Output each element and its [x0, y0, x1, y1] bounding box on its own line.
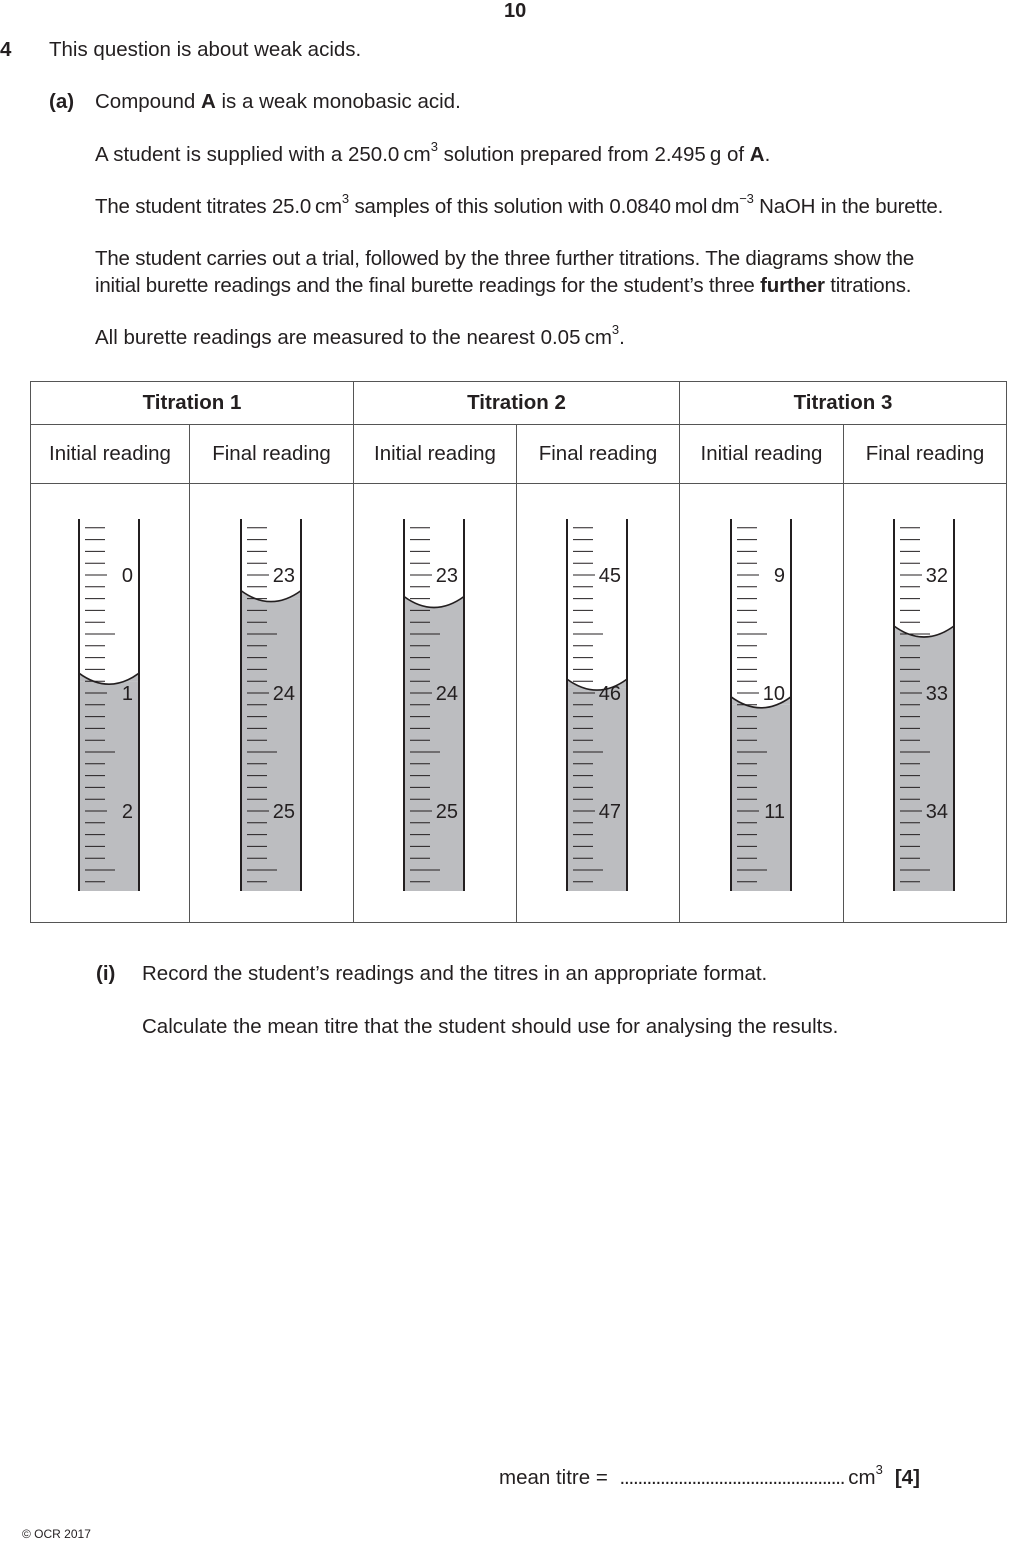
part-i-line-1: Record the student’s readings and the titres in an appropriate format.	[142, 962, 768, 985]
reading-header-row	[31, 425, 1007, 484]
copyright-footer: © OCR 2017	[22, 1527, 91, 1541]
liquid-fill	[731, 705, 791, 891]
graduation-label: 1	[121, 683, 133, 705]
burette-titration-3-initial	[680, 484, 843, 922]
burette-readings-table	[30, 381, 1007, 923]
graduation-label: 25	[272, 801, 295, 823]
burette-titration-3-final	[844, 484, 1006, 922]
graduation-label: 47	[598, 801, 621, 823]
liquid-fill	[241, 599, 301, 891]
titration-1-header: Titration 1	[31, 382, 354, 425]
burette-cell-1	[31, 484, 190, 923]
graduation-label: 0	[121, 565, 133, 587]
marks: [4]	[894, 1466, 920, 1489]
part-i-label: (i)	[96, 962, 116, 985]
part-a-line-2: A student is supplied with a 250.0 $cm^3$ solution prepared from 2.495 g of A.	[95, 139, 771, 166]
col-final-reading-2: Final reading	[517, 425, 680, 484]
graduation-label: 45	[598, 565, 621, 587]
burette-cell-5	[680, 484, 844, 923]
titration-2-header: Titration 2	[354, 382, 680, 425]
mean-titre-label: mean titre =	[499, 1466, 614, 1489]
burette-cell-2	[190, 484, 354, 923]
graduation-label: 23	[435, 565, 458, 587]
col-final-reading-3: Final reading	[844, 425, 1007, 484]
col-initial-reading-2: Initial reading	[354, 425, 517, 484]
burette-cell-3	[354, 484, 517, 923]
graduation-label: 23	[272, 565, 295, 587]
graduation-label: 9	[773, 565, 785, 587]
graduation-label: 33	[925, 683, 948, 705]
liquid-fill	[404, 605, 464, 892]
mean-titre-answer: mean titre = .................................................. $cm^3$ [4]	[499, 1462, 920, 1489]
burette-cell-4	[517, 484, 680, 923]
liquid-fill	[894, 634, 954, 891]
part-a-line-5: All burette readings are measured to the nearest 0.05 $cm^3$.	[95, 322, 625, 349]
graduation-label: 10	[762, 683, 785, 705]
part-a-label: (a)	[49, 90, 75, 113]
titration-3-header: Titration 3	[680, 382, 1007, 425]
part-a-line-4a: The student carries out a trial, followed by the three further titrations. The diagrams show the	[95, 247, 915, 270]
answer-space[interactable]: ..................................................	[619, 1466, 845, 1489]
liquid-fill	[567, 687, 627, 891]
liquid-fill	[79, 681, 139, 891]
col-final-reading-1: Final reading	[190, 425, 354, 484]
burette-diagram-row	[31, 484, 1007, 923]
graduation-label: 46	[598, 683, 621, 705]
part-i-line-2: Calculate the mean titre that the student should use for analysing the results.	[142, 1015, 839, 1038]
part-a-line-1: Compound A is a weak monobasic acid.	[95, 90, 461, 113]
burette-titration-2-initial	[354, 484, 516, 922]
graduation-label: 34	[925, 801, 948, 823]
burette-titration-2-final	[517, 484, 679, 922]
graduation-label: 2	[121, 801, 133, 823]
answer-unit: cm	[848, 1466, 876, 1489]
question-intro: This question is about weak acids.	[49, 38, 362, 61]
titration-header-row	[31, 382, 1007, 425]
question-number: 4	[0, 38, 12, 61]
col-initial-reading-3: Initial reading	[680, 425, 844, 484]
part-a-line-4b: initial burette readings and the final burette readings for the student’s three further titrations.	[95, 274, 912, 297]
burette-titration-1-final	[190, 484, 353, 922]
graduation-label: 32	[925, 565, 948, 587]
burette-cell-6	[844, 484, 1007, 923]
burette-titration-1-initial	[31, 484, 189, 922]
graduation-label: 24	[272, 683, 295, 705]
page-number: 10	[504, 0, 527, 22]
part-a-line-3: The student titrates 25.0 $cm^3$ samples of this solution with 0.0840 mol $dm^{-3}$ NaOH in the burette.	[95, 191, 944, 218]
graduation-label: 11	[764, 801, 785, 823]
col-initial-reading-1: Initial reading	[31, 425, 190, 484]
graduation-label: 25	[435, 801, 458, 823]
graduation-label: 24	[435, 683, 458, 705]
